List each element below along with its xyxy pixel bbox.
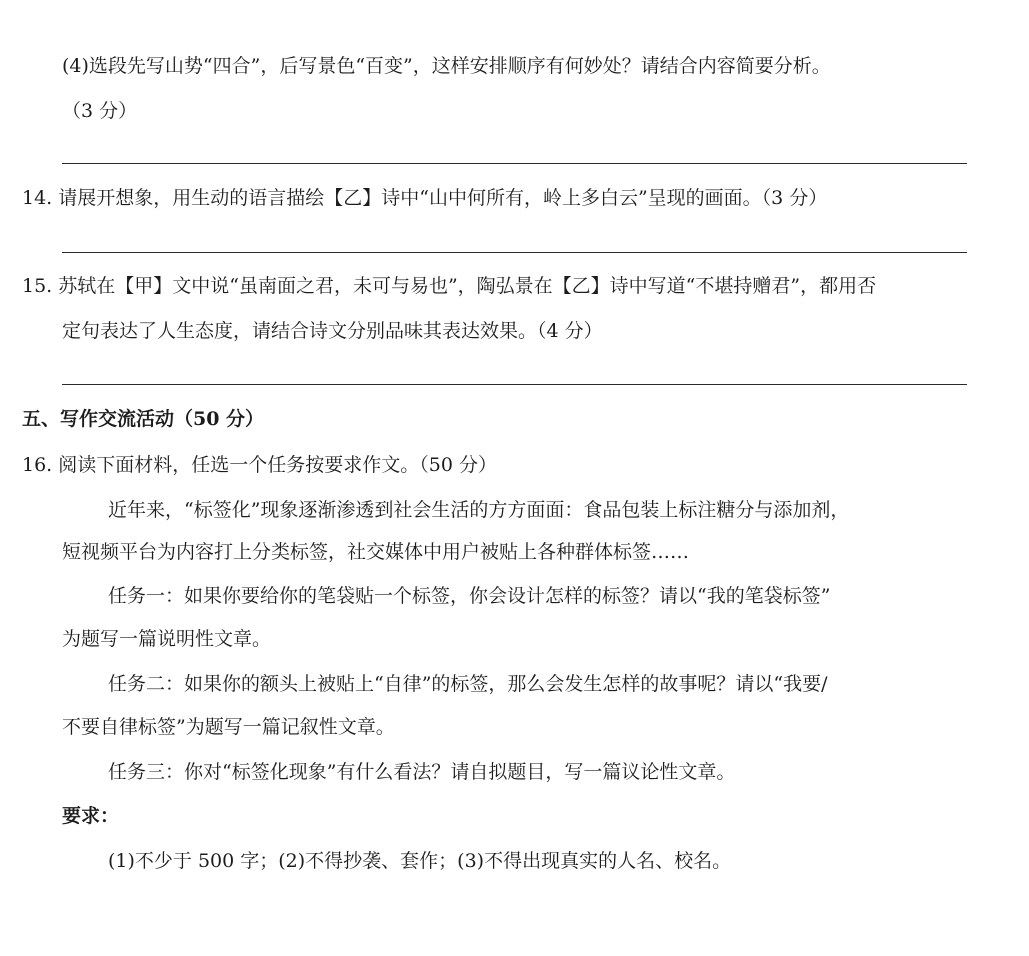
q14-text: 14. 请展开想象，用生动的语言描绘【乙】诗中“山中何所有，岭上多白云”呈现的画面。（3 分） — [22, 187, 828, 209]
requirements-heading: 要求： — [62, 805, 120, 827]
material-line2: 短视频平台为内容打上分类标签，社交媒体中用户被贴上各种群体标签…… — [62, 541, 690, 563]
task1-line2: 为题写一篇说明性文章。 — [62, 628, 272, 650]
q16-prompt: 16. 阅读下面材料，任选一个任务按要求作文。（50 分） — [22, 454, 497, 476]
q13-part4-text-line1: (4)选段先写山势“四合”，后写景色“百变”，这样安排顺序有何妙处？请结合内容简要分析。 — [62, 55, 831, 77]
task1-line1: 任务一：如果你要给你的笔袋贴一个标签，你会设计怎样的标签？请以“我的笔袋标签” — [108, 585, 831, 607]
task2-line2: 不要自律标签”为题写一篇记叙性文章。 — [62, 716, 395, 738]
answer-line-q15[interactable] — [62, 384, 967, 385]
q15-text-line1: 15. 苏轼在【甲】文中说“虽南面之君，未可与易也”，陶弘景在【乙】诗中写道“不堪持赠君”，都用否 — [22, 275, 877, 297]
material-line1: 近年来，“标签化”现象逐渐渗透到社会生活的方方面面：食品包装上标注糖分与添加剂， — [108, 499, 850, 521]
q13-part4-text-line2: （3 分） — [62, 100, 138, 122]
q15-text-line2: 定句表达了人生态度，请结合诗文分别品味其表达效果。（4 分） — [62, 320, 603, 342]
answer-line-q14[interactable] — [62, 252, 967, 253]
task3-text: 任务三：你对“标签化现象”有什么看法？请自拟题目，写一篇议论性文章。 — [108, 761, 736, 783]
answer-line-q13[interactable] — [62, 163, 967, 164]
requirements-items: (1)不少于 500 字；(2)不得抄袭、套作；(3)不得出现真实的人名、校名。 — [108, 850, 732, 872]
section-5-heading: 五、写作交流活动（50 分） — [22, 408, 265, 430]
task2-line1: 任务二：如果你的额头上被贴上“自律”的标签，那么会发生怎样的故事呢？请以“我要/ — [108, 673, 828, 695]
